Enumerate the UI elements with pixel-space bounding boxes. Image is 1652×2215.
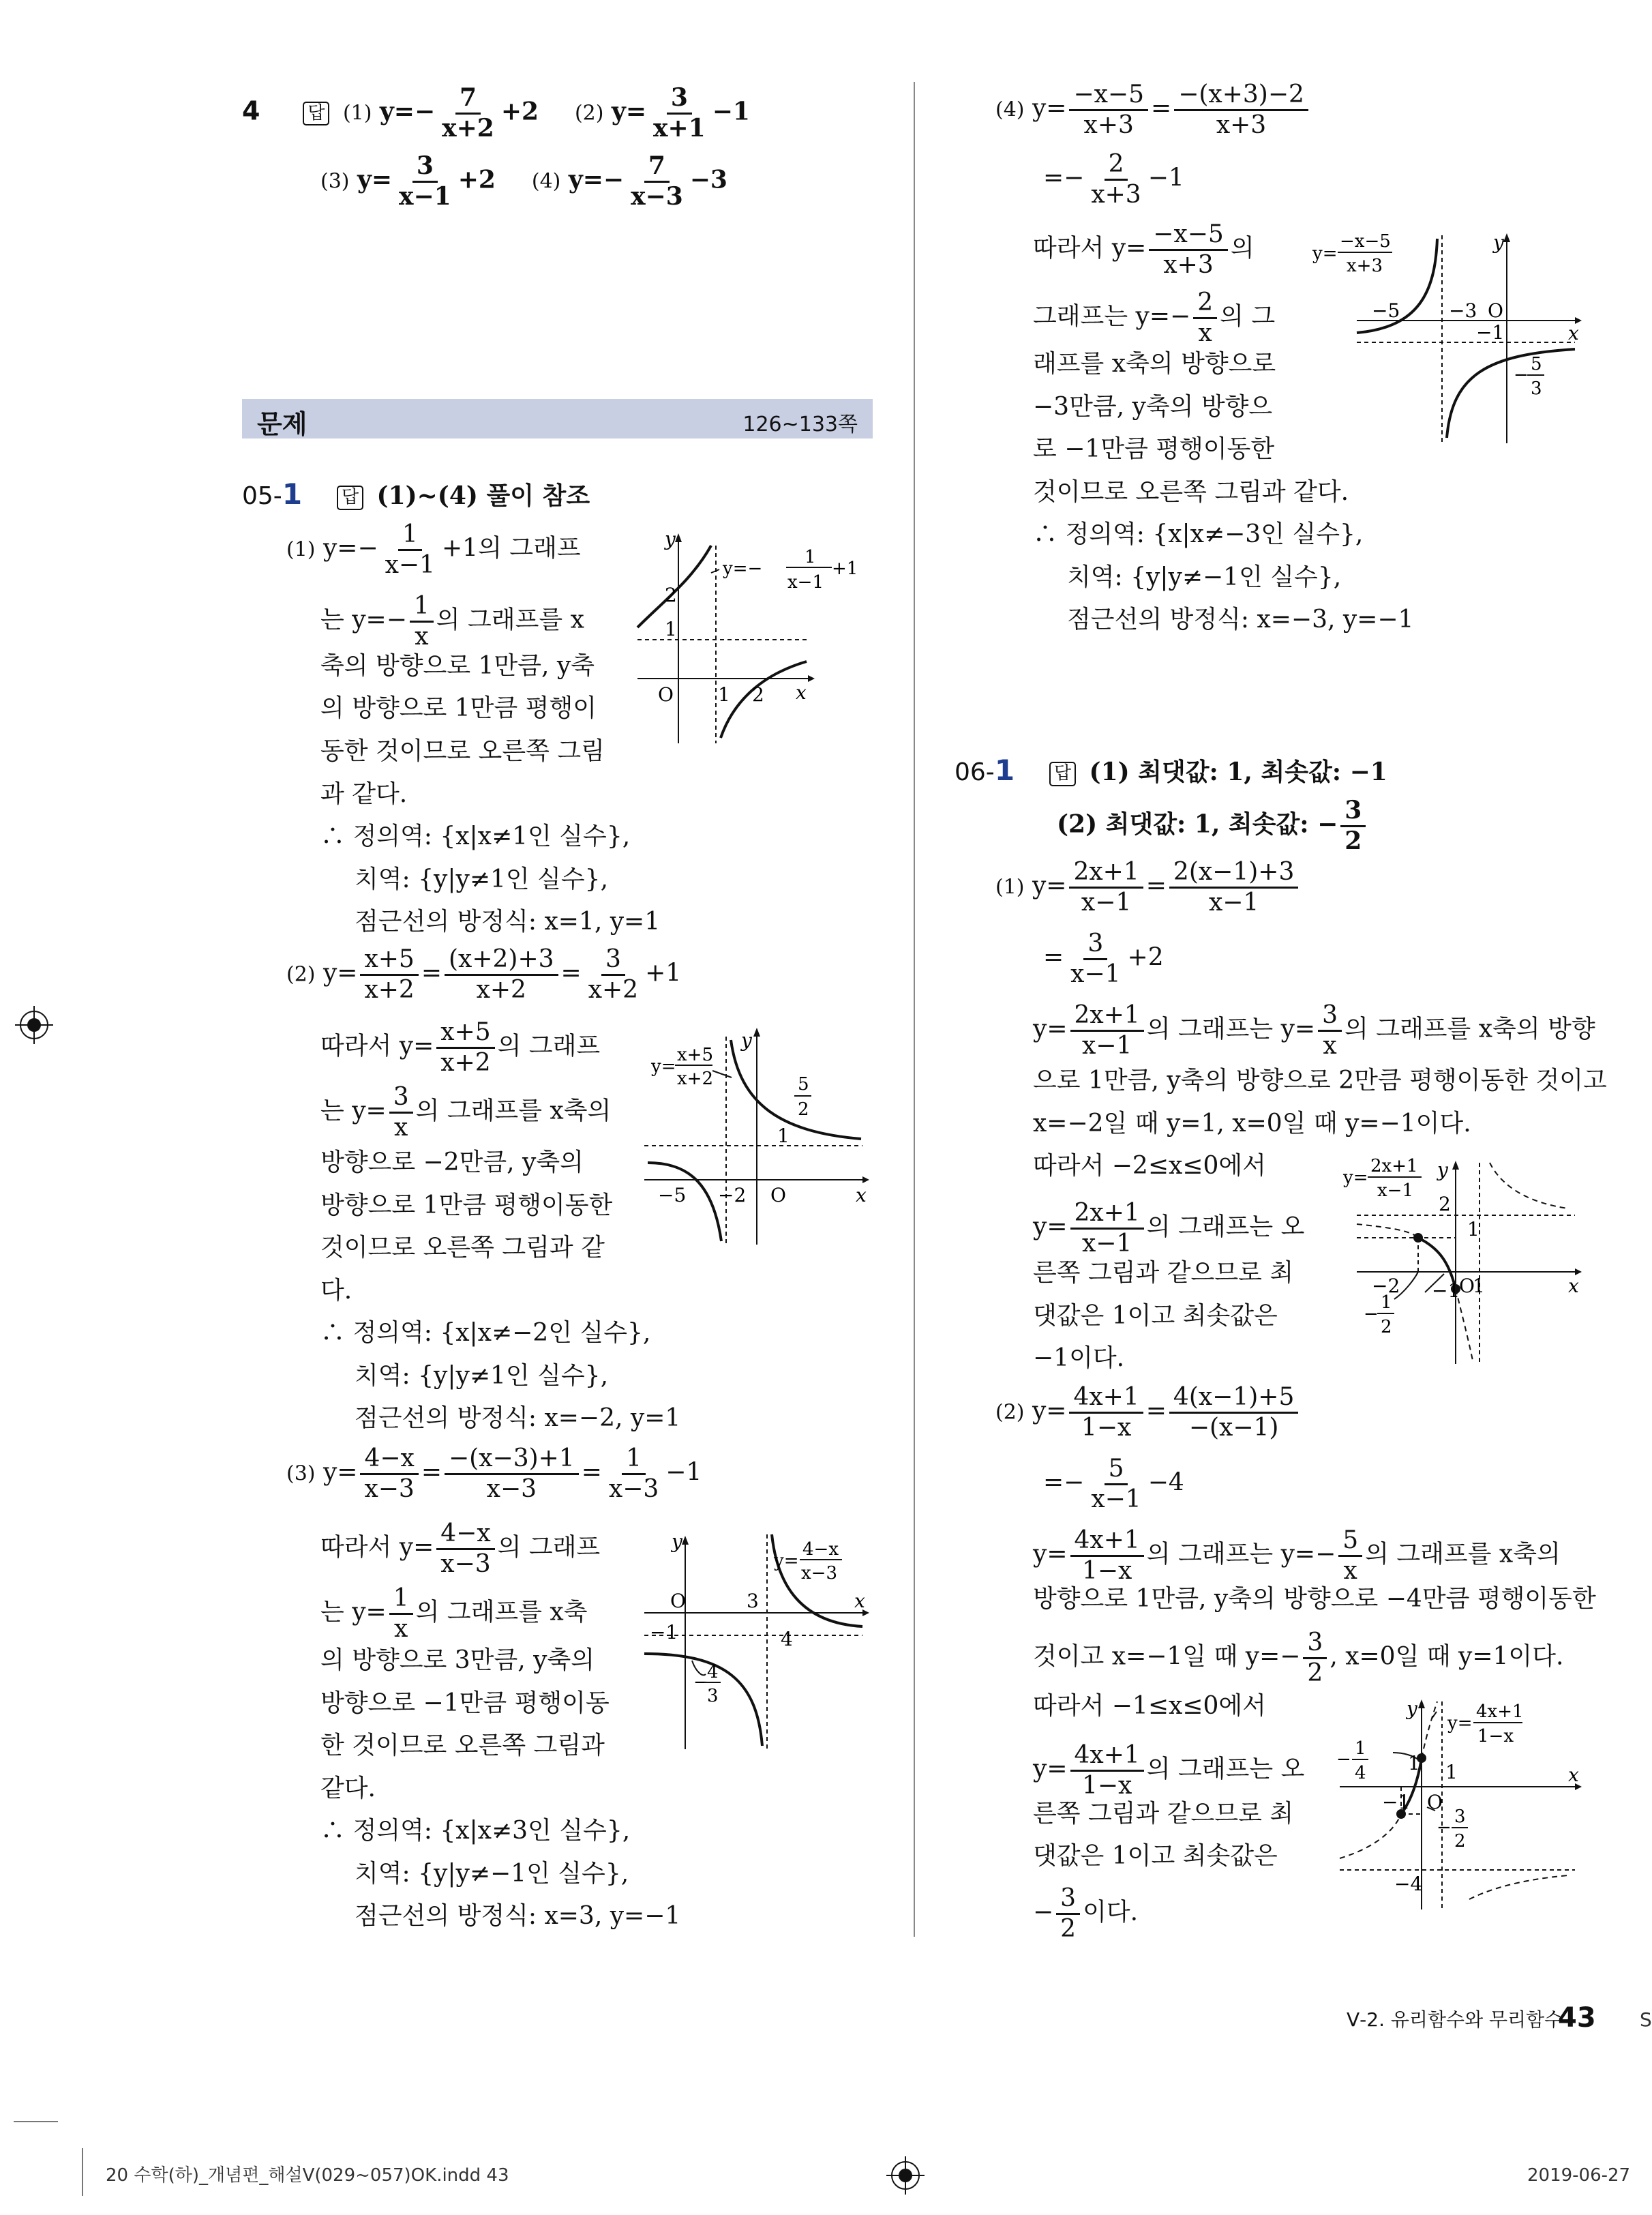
p05-s3-l1: 따라서 y= $\frac{4-x}{x-3}$ 의 그래프 [320, 1519, 601, 1578]
p05-s1-asymptote: 점근선의 방정식: x=1, y=1 [355, 908, 661, 936]
svg-text:1: 1 [1381, 1292, 1392, 1313]
svg-text:y=: y= [774, 1551, 799, 1571]
svg-text:y: y [672, 1530, 682, 1553]
svg-text:−: − [1437, 1817, 1452, 1838]
p05-s1-range: 치역: {y|y≠1인 실수}, [355, 865, 609, 893]
p05-s1-l4: 의 방향으로 1만큼 평행이 [320, 694, 597, 722]
p05-s4-range: 치역: {y|y≠−1인 실수}, [1067, 563, 1342, 591]
svg-text:1−x: 1−x [1477, 1726, 1514, 1746]
p06-s2-p3: 것이고 x=−1일 때 y=− $\frac{3}{2}$ , x=0일 때 y=1이다. [1033, 1629, 1564, 1687]
svg-text:x: x [854, 1590, 865, 1612]
svg-text:−1: −1 [1432, 1279, 1460, 1302]
svg-text:−: − [1514, 365, 1529, 385]
svg-text:x−1: x−1 [787, 572, 824, 593]
registration-mark-icon [886, 2156, 925, 2195]
problem-4-line-2: (3) y= $\frac{3}{x-1}$ +2 (4) y=− $\frac{7}{x-3}$ −3 [320, 151, 727, 211]
p06-s2-eq2: =− $\frac{5}{x-1}$ −4 [1043, 1455, 1184, 1513]
fraction: $\frac{3}{x-1}$ [399, 151, 451, 211]
svg-text:y: y [665, 528, 676, 550]
graph-05-1-3 [637, 1524, 876, 1756]
problem-number: 4 [242, 95, 260, 126]
svg-text:−5: −5 [658, 1184, 687, 1206]
svg-text:y=: y= [651, 1056, 676, 1077]
svg-text:2x+1: 2x+1 [1370, 1156, 1418, 1176]
svg-text:O: O [658, 683, 674, 706]
date-footer: 2019-06-27 [1527, 2165, 1631, 2186]
svg-text:O: O [670, 1590, 686, 1612]
svg-text:3: 3 [1454, 1807, 1466, 1827]
svg-text:O: O [1459, 1275, 1475, 1297]
p05-s1-domain: ∴ 정의역: {x|x≠1인 실수}, [320, 822, 631, 850]
file-footer: 20 수학(하)_개념편_해설Ⅴ(029~057)OK.indd 43 [106, 2165, 509, 2186]
svg-text:4x+1: 4x+1 [1476, 1701, 1524, 1722]
page-number: 43 [1558, 2002, 1596, 2034]
svg-text:5: 5 [1531, 354, 1542, 374]
p05-s1-l6: 과 같다. [320, 780, 408, 808]
p06-s2-l2: y= $\frac{4x+1}{1-x}$ 의 그래프는 오 [1033, 1741, 1305, 1800]
p05-s2-domain: ∴ 정의역: {x|x≠−2인 실수}, [320, 1319, 651, 1347]
p05-s2-l1: 따라서 y= $\frac{x+5}{x+2}$ 의 그래프 [320, 1018, 601, 1077]
graph-05-1-4 [1309, 225, 1589, 450]
svg-text:−1: −1 [1476, 321, 1505, 344]
svg-text:x: x [796, 681, 807, 704]
p05-s2-eq: (2) y= $\frac{x+5}{x+2}$ = $\frac{(x+2)+3}{x+2}$ = $\frac{3}{x+2}$ +1 [286, 945, 682, 1004]
graph-05-1-2 [644, 1023, 876, 1251]
svg-text:x−3: x−3 [801, 1563, 837, 1584]
svg-text:O: O [770, 1184, 786, 1206]
svg-text:1: 1 [1408, 1752, 1420, 1774]
svg-text:−2: −2 [718, 1184, 747, 1206]
svg-text:1: 1 [777, 1125, 790, 1147]
svg-text:5: 5 [798, 1074, 809, 1095]
p06-s1-eq: (1) y= $\frac{2x+1}{x-1}$ = $\frac{2(x-1)+3}{x-1}$ [995, 859, 1301, 916]
p05-s2-range: 치역: {y|y≠1인 실수}, [355, 1362, 609, 1390]
svg-text:1: 1 [1445, 1761, 1458, 1783]
svg-text:−1: −1 [1382, 1791, 1411, 1813]
svg-text:y=−: y=− [723, 559, 763, 579]
chapter-footer: Ⅴ-2. 유리함수와 무리함수 [1347, 2008, 1563, 2031]
svg-text:3: 3 [1531, 378, 1542, 399]
svg-text:x: x [1568, 322, 1579, 344]
p06-s2-l5: − $\frac{3}{2}$ 이다. [1033, 1884, 1139, 1943]
p05-s4-eq2: =− $\frac{2}{x+3}$ −1 [1043, 150, 1184, 209]
svg-text:−3: −3 [1449, 299, 1477, 322]
p05-s3-asymptote: 점근선의 방정식: x=3, y=−1 [355, 1902, 681, 1930]
svg-text:3: 3 [707, 1686, 719, 1706]
svg-text:x−1: x−1 [1377, 1180, 1413, 1201]
svg-text:1: 1 [1355, 1738, 1366, 1759]
side-letter: S [1640, 2008, 1652, 2031]
graph-06-1-1 [1336, 1153, 1595, 1371]
svg-text:y: y [1493, 231, 1504, 254]
p05-s3-range: 치역: {y|y≠−1인 실수}, [355, 1860, 629, 1888]
svg-text:4: 4 [1355, 1763, 1366, 1783]
p05-s1-l2: 는 y=− $\frac{1}{x}$ 의 그래프를 x [320, 592, 584, 651]
svg-text:−: − [693, 1672, 708, 1693]
fraction: $\frac{7}{x-3}$ [631, 151, 683, 211]
answer-badge: 답 [303, 102, 329, 125]
p06-s2-p1: y= $\frac{4x+1}{1-x}$ 의 그래프는 y=− $\frac{5}{x}$ 의 그래프를 x축의 [1033, 1526, 1561, 1585]
svg-text:2: 2 [1454, 1831, 1466, 1852]
p05-s4-l2: 그래프는 y=− $\frac{2}{x}$ 의 그 [1033, 288, 1276, 347]
svg-text:y=: y= [1343, 1168, 1368, 1188]
svg-text:−: − [1364, 1304, 1379, 1324]
svg-text:4: 4 [781, 1628, 793, 1650]
svg-text:+1: +1 [832, 559, 858, 579]
svg-text:2: 2 [798, 1099, 809, 1120]
svg-text:x: x [1568, 1764, 1579, 1786]
svg-text:y: y [1407, 1697, 1417, 1720]
svg-text:2: 2 [1381, 1317, 1392, 1337]
graph-05-1-1 [624, 525, 883, 750]
section-header [242, 399, 873, 438]
problem-4-line-1: 4 답 (1) y=− $\frac{7}{x+2}$ +2 (2) y= $\frac{3}{x+1}$ −1 [242, 83, 750, 143]
p06-ans2: (2) 최댓값: 1, 최솟값: − $\frac{3}{2}$ [1057, 798, 1368, 854]
p06-s2-eq: (2) y= $\frac{4x+1}{1-x}$ = $\frac{4(x-1)+5}{-(x-1)}$ [995, 1384, 1301, 1441]
p05-s3-eq: (3) y= $\frac{4-x}{x-3}$ = $\frac{-(x-3)+1}{x-3}$ = $\frac{1}{x-3}$ −1 [286, 1444, 702, 1503]
svg-text:2: 2 [1439, 1193, 1451, 1215]
svg-text:1: 1 [1473, 1275, 1485, 1297]
svg-text:1: 1 [805, 547, 816, 567]
svg-text:x+5: x+5 [677, 1045, 713, 1065]
p05-s4-asymptote: 점근선의 방정식: x=−3, y=−1 [1067, 606, 1414, 634]
svg-text:4: 4 [707, 1662, 719, 1682]
svg-text:1: 1 [718, 683, 730, 706]
svg-text:y=: y= [1447, 1713, 1473, 1734]
svg-text:x: x [856, 1184, 867, 1206]
p05-s1-l5: 동한 것이므로 오른쪽 그림 [320, 737, 605, 765]
p05-s2-l2: 는 y= $\frac{3}{x}$ 의 그래프를 x축의 [320, 1083, 612, 1142]
section-pages: 126~133쪽 [742, 413, 858, 436]
p06-s1-eq2: = $\frac{3}{x-1}$ +2 [1043, 930, 1164, 988]
svg-text:−1: −1 [650, 1621, 678, 1644]
p06-s1-p1: y= $\frac{2x+1}{x-1}$ 의 그래프는 y= $\frac{3}{x}$ 의 그래프를 x축의 방향 [1033, 1001, 1595, 1060]
registration-mark-icon [15, 1006, 53, 1044]
svg-text:y=: y= [1312, 243, 1338, 264]
p06-s1-l2: y= $\frac{2x+1}{x-1}$ 의 그래프는 오 [1033, 1199, 1305, 1258]
svg-text:y: y [1437, 1159, 1448, 1181]
svg-text:−x−5: −x−5 [1340, 231, 1391, 252]
svg-text:4−x: 4−x [802, 1539, 839, 1560]
svg-text:−4: −4 [1394, 1873, 1423, 1895]
svg-text:1: 1 [665, 618, 677, 640]
graph-06-1-2 [1333, 1691, 1595, 1916]
p05-s1-eq: (1) y=− $\frac{1}{x-1}$ +1의 그래프 [286, 520, 581, 579]
svg-text:x+3: x+3 [1347, 256, 1383, 276]
svg-text:x: x [1568, 1275, 1579, 1297]
svg-text:y: y [741, 1029, 752, 1052]
p05-s3-domain: ∴ 정의역: {x|x≠3인 실수}, [320, 1817, 631, 1845]
problem-06-1-header: 06-1 답 (1) 최댓값: 1, 최솟값: −1 [955, 754, 1387, 787]
fraction: $\frac{3}{x+1}$ [653, 83, 706, 143]
p05-s4-eq: (4) y= $\frac{-x-5}{x+3}$ = $\frac{-(x+3)-2}{x+3}$ [995, 82, 1311, 138]
svg-text:O: O [1488, 299, 1503, 322]
svg-text:O: O [1427, 1791, 1443, 1813]
svg-text:−5: −5 [1372, 299, 1400, 322]
fraction: $\frac{7}{x+2}$ [442, 83, 494, 143]
column-divider [914, 82, 915, 1937]
svg-text:−: − [1336, 1749, 1351, 1770]
svg-text:x+2: x+2 [677, 1069, 713, 1089]
p05-s1-l3: 축의 방향으로 1만큼, y축 [320, 652, 595, 680]
svg-text:−2: −2 [1372, 1275, 1400, 1297]
section-title: 문제 [257, 409, 307, 439]
svg-text:1: 1 [1467, 1218, 1480, 1240]
svg-text:3: 3 [747, 1590, 759, 1612]
svg-text:2: 2 [752, 683, 764, 706]
p05-s4-l1: 따라서 y= $\frac{-x-5}{x+3}$ 의 [1033, 220, 1255, 279]
p05-s2-asymptote: 점근선의 방정식: x=−2, y=1 [355, 1404, 681, 1432]
svg-text:2: 2 [665, 584, 677, 606]
trim-mark [14, 2121, 58, 2122]
p05-s4-domain: ∴ 정의역: {x|x≠−3인 실수}, [1033, 520, 1364, 548]
p05-s3-l2: 는 y= $\frac{1}{x}$ 의 그래프를 x축 [320, 1584, 588, 1643]
trim-mark [82, 2148, 83, 2196]
problem-05-1-header: 05-1 답 (1)~(4) 풀이 참조 [242, 477, 590, 511]
